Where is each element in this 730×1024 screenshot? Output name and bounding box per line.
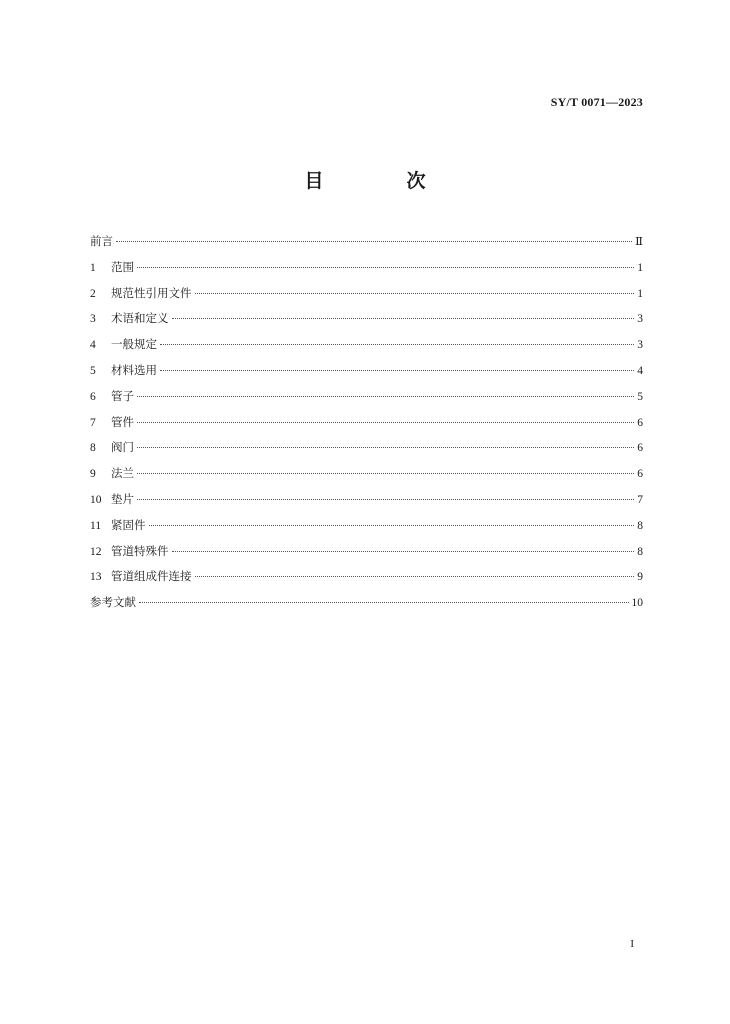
standard-code: SY/T 0071—2023: [550, 95, 643, 109]
toc-entry[interactable]: [90, 361, 643, 387]
toc-entry[interactable]: [90, 309, 643, 335]
toc-entry-label: 一般规定: [111, 337, 157, 352]
toc-entry-page: 1: [637, 287, 643, 300]
toc-entry-label: 管件: [111, 414, 134, 429]
toc-entry-label: 管子: [111, 388, 134, 403]
toc-entry[interactable]: [90, 542, 643, 568]
toc-entry[interactable]: [90, 284, 643, 310]
toc-leader-dots: [137, 447, 634, 448]
toc-entry-label: 垫片: [111, 491, 134, 506]
toc-entry-page: Ⅱ: [635, 236, 643, 248]
toc-entry[interactable]: [90, 567, 643, 593]
toc-entry[interactable]: [90, 490, 643, 516]
toc-entry-page: 3: [637, 313, 643, 326]
toc-entry-page: 6: [637, 442, 643, 455]
toc-entry-label: 前言: [90, 234, 113, 248]
toc-entry-number: 2: [90, 287, 96, 300]
toc-entry-number: 13: [90, 571, 102, 584]
toc-entry-page: 10: [631, 597, 643, 610]
toc-entry-page: 7: [637, 493, 643, 506]
toc-entry-label: 材料选用: [111, 362, 157, 377]
toc-leader-dots: [137, 396, 634, 397]
toc-leader-dots: [149, 525, 635, 526]
toc-entry-label: 术语和定义: [111, 311, 169, 326]
toc-entry-foreword[interactable]: [90, 232, 643, 258]
toc-entry-number: 1: [90, 261, 96, 274]
toc-entry-number: 3: [90, 313, 96, 326]
toc-entry-label: 参考文献: [90, 595, 136, 610]
toc-leader-dots: [137, 422, 634, 423]
toc-entry-page: 4: [637, 364, 643, 377]
toc-entry-number: 6: [90, 390, 96, 403]
toc-entry-label: 管道组成件连接: [111, 569, 192, 584]
toc-leader-dots: [195, 293, 635, 294]
toc-entry-page: 1: [637, 261, 643, 274]
toc-entry-page: 6: [637, 416, 643, 429]
toc-entry-number: 5: [90, 364, 96, 377]
toc-leader-dots: [172, 318, 635, 319]
toc-leader-dots: [172, 551, 635, 552]
toc-entry-number: 7: [90, 416, 96, 429]
toc-entry-number: 8: [90, 442, 96, 455]
toc-entry[interactable]: [90, 387, 643, 413]
toc-entry-page: 8: [637, 519, 643, 532]
toc-entry-label: 规范性引用文件: [111, 285, 192, 300]
toc-entry-label: 法兰: [111, 466, 134, 481]
toc-entry[interactable]: [90, 335, 643, 361]
toc-entry-label: 范围: [111, 259, 134, 274]
table-of-contents: [90, 232, 643, 619]
toc-leader-dots: [160, 370, 634, 371]
toc-entry[interactable]: [90, 413, 643, 439]
toc-entry[interactable]: [90, 258, 643, 284]
toc-entry-label: 管道特殊件: [111, 543, 169, 558]
toc-entry-page: 8: [637, 545, 643, 558]
toc-leader-dots: [160, 344, 634, 345]
toc-leader-dots: [139, 602, 629, 603]
toc-entry-page: 5: [637, 390, 643, 403]
toc-entry-number: 4: [90, 339, 96, 352]
toc-entry-page: 6: [637, 468, 643, 481]
toc-entry[interactable]: [90, 516, 643, 542]
page-number: I: [630, 938, 634, 950]
toc-entry-label: 阀门: [111, 440, 134, 455]
toc-leader-dots: [137, 473, 634, 474]
toc-leader-dots: [137, 499, 634, 500]
toc-entry-page: 3: [637, 339, 643, 352]
toc-leader-dots: [195, 576, 635, 577]
toc-leader-dots: [137, 267, 634, 268]
toc-entry[interactable]: [90, 464, 643, 490]
toc-entry-number: 12: [90, 545, 102, 558]
toc-leader-dots: [116, 241, 632, 242]
toc-entry-label: 紧固件: [111, 517, 146, 532]
toc-entry-number: 11: [90, 519, 102, 532]
toc-entry-number: 10: [90, 493, 102, 506]
toc-entry-page: 9: [637, 571, 643, 584]
toc-entry[interactable]: [90, 438, 643, 464]
page-title: 目 次: [304, 170, 458, 192]
toc-entry-references[interactable]: [90, 593, 643, 619]
toc-entry-number: 9: [90, 468, 96, 481]
